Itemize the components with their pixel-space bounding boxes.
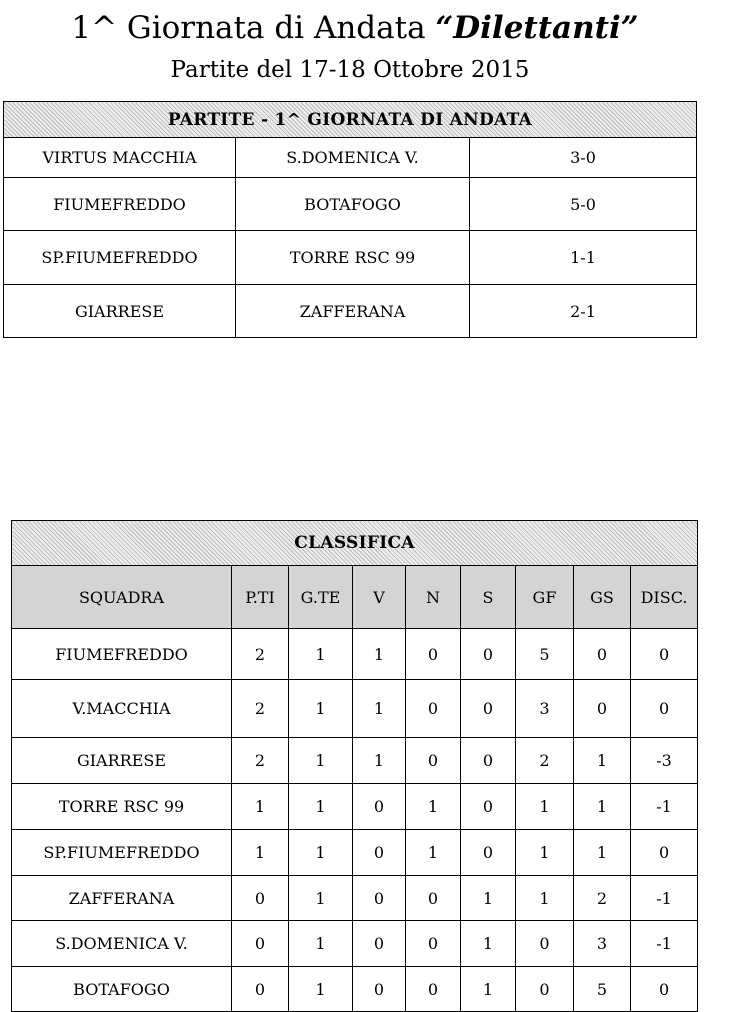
- draws: 1: [406, 830, 461, 876]
- wins: 0: [353, 876, 406, 921]
- goals-for: 2: [516, 738, 574, 784]
- goals-against: 2: [574, 876, 631, 921]
- match-score: 5-0: [470, 178, 697, 231]
- discipline: -3: [631, 738, 698, 784]
- points: 1: [232, 830, 289, 876]
- games-played: 1: [289, 784, 353, 830]
- goals-for: 1: [516, 784, 574, 830]
- table-row: [12, 876, 698, 921]
- games-played: 1: [289, 629, 353, 680]
- draws: 1: [406, 784, 461, 830]
- table-row: [12, 680, 698, 738]
- points: 1: [232, 784, 289, 830]
- match-score: 2-1: [470, 285, 697, 338]
- goals-for: 5: [516, 629, 574, 680]
- draws: 0: [406, 629, 461, 680]
- column-header: V: [353, 566, 406, 629]
- draws: 0: [406, 921, 461, 967]
- goals-against: 1: [574, 830, 631, 876]
- points: 0: [232, 921, 289, 967]
- match-row: [4, 285, 697, 338]
- team-name: V.MACCHIA: [12, 680, 232, 738]
- team-name: SP.FIUMEFREDDO: [12, 830, 232, 876]
- wins: 0: [353, 967, 406, 1012]
- column-header: S: [461, 566, 516, 629]
- losses: 1: [461, 967, 516, 1012]
- discipline: 0: [631, 967, 698, 1012]
- team-name: BOTAFOGO: [12, 967, 232, 1012]
- standings-table: [11, 520, 698, 1012]
- draws: 0: [406, 738, 461, 784]
- column-header: DISC.: [631, 566, 698, 629]
- draws: 0: [406, 967, 461, 1012]
- discipline: -1: [631, 921, 698, 967]
- table-row: [12, 629, 698, 680]
- discipline: 0: [631, 830, 698, 876]
- goals-against: 1: [574, 738, 631, 784]
- games-played: 1: [289, 680, 353, 738]
- table-row: [12, 830, 698, 876]
- match-home-team: FIUMEFREDDO: [4, 178, 236, 231]
- losses: 0: [461, 784, 516, 830]
- match-home-team: GIARRESE: [4, 285, 236, 338]
- losses: 1: [461, 921, 516, 967]
- goals-for: 1: [516, 830, 574, 876]
- losses: 1: [461, 876, 516, 921]
- games-played: 1: [289, 921, 353, 967]
- matches-table: [3, 101, 697, 338]
- table-row: [12, 784, 698, 830]
- games-played: 1: [289, 876, 353, 921]
- goals-against: 0: [574, 680, 631, 738]
- column-header: G.TE: [289, 566, 353, 629]
- discipline: 0: [631, 629, 698, 680]
- match-row: [4, 231, 697, 285]
- goals-for: 3: [516, 680, 574, 738]
- wins: 0: [353, 830, 406, 876]
- points: 0: [232, 876, 289, 921]
- wins: 1: [353, 680, 406, 738]
- match-home-team: VIRTUS MACCHIA: [4, 138, 236, 178]
- title-emphasis: “Dilettanti”: [435, 10, 639, 46]
- team-name: FIUMEFREDDO: [12, 629, 232, 680]
- draws: 0: [406, 680, 461, 738]
- goals-for: 1: [516, 876, 574, 921]
- games-played: 1: [289, 967, 353, 1012]
- losses: 0: [461, 830, 516, 876]
- goals-for: 0: [516, 967, 574, 1012]
- points: 2: [232, 629, 289, 680]
- points: 2: [232, 680, 289, 738]
- wins: 1: [353, 738, 406, 784]
- team-name: S.DOMENICA V.: [12, 921, 232, 967]
- discipline: -1: [631, 876, 698, 921]
- games-played: 1: [289, 830, 353, 876]
- table-row: [12, 967, 698, 1012]
- match-score: 1-1: [470, 231, 697, 285]
- discipline: 0: [631, 680, 698, 738]
- goals-against: 1: [574, 784, 631, 830]
- table-row: [12, 921, 698, 967]
- points: 2: [232, 738, 289, 784]
- losses: 0: [461, 680, 516, 738]
- standings-header-row: [12, 566, 698, 629]
- games-played: 1: [289, 738, 353, 784]
- team-name: ZAFFERANA: [12, 876, 232, 921]
- match-away-team: ZAFFERANA: [236, 285, 470, 338]
- column-header: GS: [574, 566, 631, 629]
- column-header: P.TI: [232, 566, 289, 629]
- match-away-team: TORRE RSC 99: [236, 231, 470, 285]
- title-prefix: 1^ Giornata di Andata: [71, 10, 436, 46]
- draws: 0: [406, 876, 461, 921]
- standings-caption: CLASSIFICA: [12, 521, 698, 566]
- table-row: [12, 738, 698, 784]
- goals-against: 3: [574, 921, 631, 967]
- discipline: -1: [631, 784, 698, 830]
- losses: 0: [461, 738, 516, 784]
- goals-against: 5: [574, 967, 631, 1012]
- wins: 1: [353, 629, 406, 680]
- column-header: SQUADRA: [12, 566, 232, 629]
- match-home-team: SP.FIUMEFREDDO: [4, 231, 236, 285]
- match-row: [4, 178, 697, 231]
- goals-against: 0: [574, 629, 631, 680]
- match-away-team: S.DOMENICA V.: [236, 138, 470, 178]
- column-header: N: [406, 566, 461, 629]
- page-title: [0, 10, 710, 46]
- team-name: TORRE RSC 99: [12, 784, 232, 830]
- losses: 0: [461, 629, 516, 680]
- match-away-team: BOTAFOGO: [236, 178, 470, 231]
- goals-for: 0: [516, 921, 574, 967]
- match-row: [4, 138, 697, 178]
- wins: 0: [353, 921, 406, 967]
- matches-caption: PARTITE - 1^ GIORNATA DI ANDATA: [4, 102, 697, 138]
- column-header: GF: [516, 566, 574, 629]
- team-name: GIARRESE: [12, 738, 232, 784]
- wins: 0: [353, 784, 406, 830]
- match-score: 3-0: [470, 138, 697, 178]
- page-subtitle: Partite del 17-18 Ottobre 2015: [170, 57, 530, 83]
- points: 0: [232, 967, 289, 1012]
